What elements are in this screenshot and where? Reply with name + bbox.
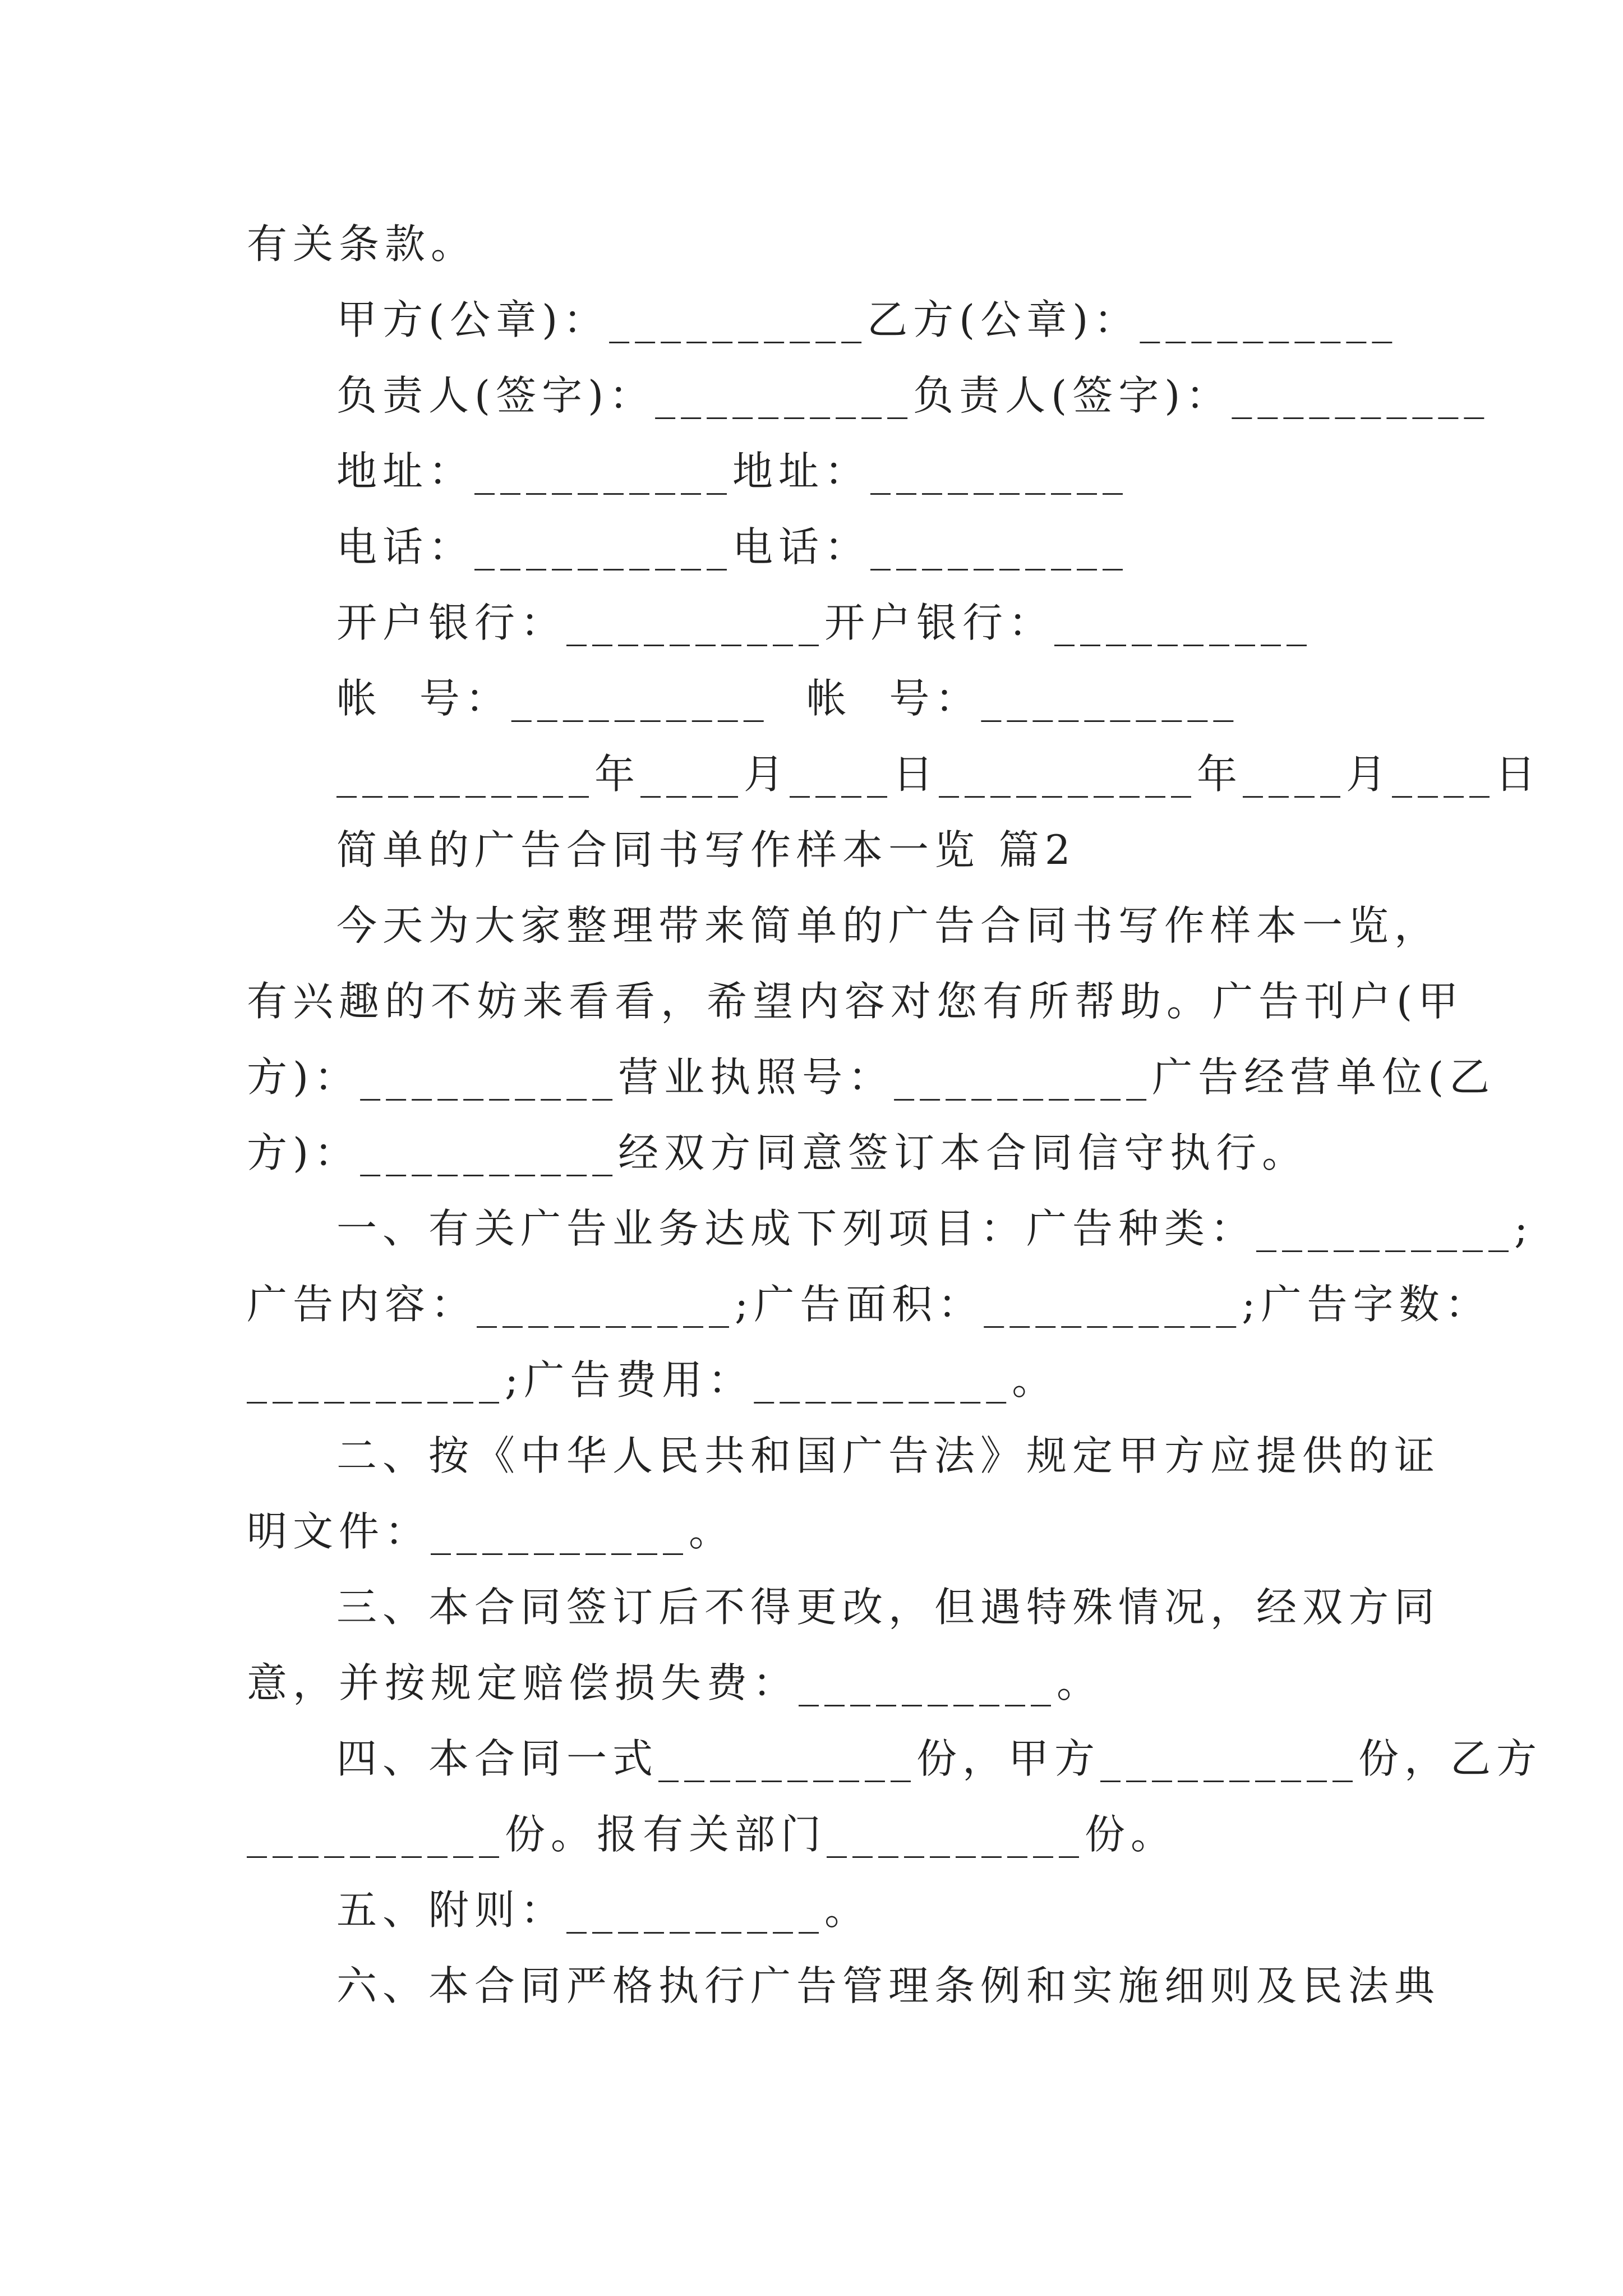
clause-line: 二、按《中华人民共和国广告法》规定甲方应提供的证 [336,1432,1441,1479]
paragraph-line: 方)：__________经双方同意签订本合同信守执行。 [247,1129,1308,1176]
signature-row-account: 帐 号：__________ 帐 号：__________ [336,675,1239,722]
section-heading: 简单的广告合同书写作样本一览 篇2 [336,826,1076,873]
signature-row-address: 地址：__________地址：__________ [336,448,1129,495]
clause-line: 一、有关广告业务达成下列项目：广告种类：__________; [336,1205,1534,1252]
clause-line: 六、本合同严格执行广告管理条例和实施细则及民法典 [336,1962,1441,2009]
clause-line: 明文件：__________。 [247,1508,735,1555]
clause-line: 广告内容：__________;广告面积：__________;广告字数： [247,1281,1491,1328]
clause-line: __________;广告费用：__________。 [247,1356,1058,1404]
signature-row-seal: 甲方(公章)：__________乙方(公章)：__________ [336,296,1398,343]
text-line: 有关条款。 [247,220,477,268]
clause-line: 意，并按规定赔偿损失费：__________。 [247,1659,1103,1706]
signature-row-responsible: 负责人(签字)：__________负责人(签字)：__________ [336,372,1490,419]
signature-row-bank: 开户银行：__________开户银行：__________ [336,599,1313,646]
clause-line: 五、附则：__________。 [336,1887,871,1934]
signature-row-phone: 电话：__________电话：__________ [336,523,1129,570]
clause-line: 三、本合同签订后不得更改，但遇特殊情况，经双方同 [336,1584,1441,1631]
paragraph-line: 方)：__________营业执照号：__________广告经营单位(乙 [247,1053,1496,1101]
paragraph-line: 今天为大家整理带来简单的广告合同书写作样本一览， [336,902,1441,949]
clause-line: 四、本合同一式__________份，甲方__________份，乙方 [336,1735,1543,1782]
signature-row-date: __________年____月____日__________年____月____日 [336,751,1541,798]
clause-line: __________份。报有关部门__________份。 [247,1811,1177,1858]
paragraph-line: 有兴趣的不妨来看看，希望内容对您有所帮助。广告刊户(甲 [247,978,1464,1025]
